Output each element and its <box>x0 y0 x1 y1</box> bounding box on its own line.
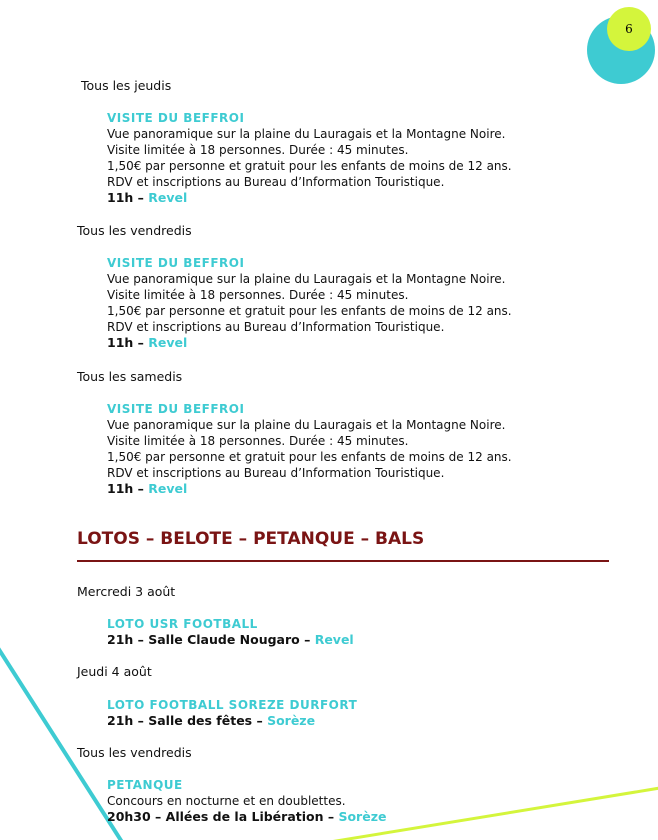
day-heading-jeudis: Tous les jeudis <box>81 78 172 93</box>
section-divider <box>77 560 609 562</box>
event-title: VISITE DU BEFFROI <box>107 256 245 270</box>
event-location: Revel <box>148 190 188 205</box>
day-heading-samedis: Tous les samedis <box>77 369 183 384</box>
day-heading-jeudi: Jeudi 4 août <box>77 664 152 679</box>
event-time <box>107 632 354 648</box>
event-description: Concours en nocturne et en doublettes. <box>107 794 346 808</box>
time-text: 11h – <box>107 481 149 496</box>
event-time <box>107 335 512 351</box>
event-title: LOTO FOOTBALL SOREZE DURFORT <box>107 698 358 712</box>
day-heading-vendredis: Tous les vendredis <box>77 223 192 238</box>
day-heading-mercredi: Mercredi 3 août <box>77 584 176 599</box>
event-location: Sorèze <box>267 713 316 728</box>
event-location: Revel <box>148 335 188 350</box>
event-description: Visite limitée à 18 personnes. Durée : 45 minutes. <box>107 434 409 448</box>
event-block <box>107 697 357 729</box>
event-block <box>107 255 512 351</box>
event-location: Revel <box>314 632 354 647</box>
event-description: RDV et inscriptions au Bureau d’Information Touristique. <box>107 320 445 334</box>
event-title: VISITE DU BEFFROI <box>107 111 245 125</box>
event-location: Sorèze <box>338 809 387 824</box>
day-heading-vendredis-petanque: Tous les vendredis <box>77 745 192 760</box>
time-text: 11h – <box>107 190 149 205</box>
event-time <box>107 481 512 497</box>
event-time <box>107 713 357 729</box>
event-description: 1,50€ par personne et gratuit pour les enfants de moins de 12 ans. <box>107 159 512 173</box>
page-number: 6 <box>625 22 633 36</box>
event-description: Vue panoramique sur la plaine du Lauragais et la Montagne Noire. <box>107 272 506 286</box>
event-description: Vue panoramique sur la plaine du Lauragais et la Montagne Noire. <box>107 127 506 141</box>
event-title: VISITE DU BEFFROI <box>107 402 245 416</box>
event-title: LOTO USR FOOTBALL <box>107 617 258 631</box>
section-title: LOTOS – BELOTE – PETANQUE – BALS <box>77 529 425 549</box>
time-text: 20h30 – Allées de la Libération – <box>107 809 339 824</box>
event-description: Vue panoramique sur la plaine du Lauragais et la Montagne Noire. <box>107 418 506 432</box>
event-block <box>107 616 354 648</box>
time-text: 21h – Salle Claude Nougaro – <box>107 632 315 647</box>
event-block <box>107 110 512 206</box>
event-block <box>107 777 386 825</box>
event-location: Revel <box>148 481 188 496</box>
event-title: PETANQUE <box>107 778 183 792</box>
event-description: 1,50€ par personne et gratuit pour les enfants de moins de 12 ans. <box>107 450 512 464</box>
event-description: Visite limitée à 18 personnes. Durée : 45 minutes. <box>107 288 409 302</box>
event-time <box>107 190 512 206</box>
event-description: RDV et inscriptions au Bureau d’Information Touristique. <box>107 466 445 480</box>
time-text: 11h – <box>107 335 149 350</box>
event-description: 1,50€ par personne et gratuit pour les enfants de moins de 12 ans. <box>107 304 512 318</box>
event-time <box>107 809 386 825</box>
event-description: Visite limitée à 18 personnes. Durée : 45 minutes. <box>107 143 409 157</box>
event-block <box>107 401 512 497</box>
time-text: 21h – Salle des fêtes – <box>107 713 268 728</box>
event-description: RDV et inscriptions au Bureau d’Information Touristique. <box>107 175 445 189</box>
